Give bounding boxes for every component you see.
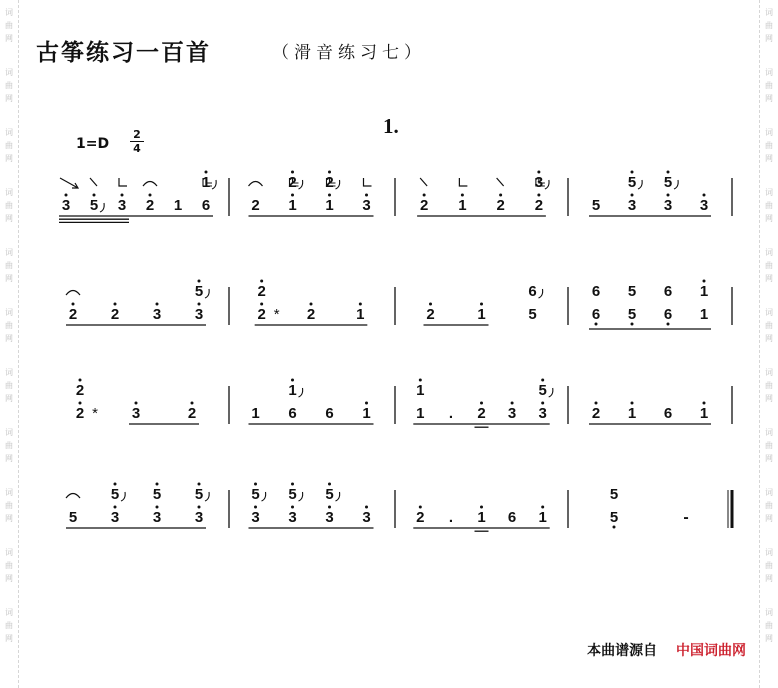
note-digit: 2	[419, 197, 429, 214]
octave-dot	[72, 303, 75, 306]
watermark-char: 曲	[5, 501, 13, 510]
watermark-char: 曲	[5, 441, 13, 450]
octave-dot	[328, 506, 331, 509]
watermark-char: 网	[5, 394, 13, 403]
watermark-char: 网	[5, 94, 13, 103]
note-digit: 6	[591, 306, 601, 323]
slide-mark	[545, 180, 549, 189]
watermark-char: 网	[5, 274, 13, 283]
octave-dot	[328, 194, 331, 197]
note-digit: 6	[325, 405, 334, 422]
watermark-char: 曲	[5, 81, 13, 90]
slide-mark	[262, 492, 266, 501]
watermark-char: 曲	[765, 21, 773, 30]
technique-arrow	[60, 178, 78, 188]
watermark-char: 词	[765, 368, 773, 377]
watermark-char: 曲	[765, 261, 773, 270]
watermark-char: 词	[765, 548, 773, 557]
octave-dot	[149, 194, 152, 197]
note-digit: 6	[663, 306, 673, 323]
upper-note-digit: 5	[663, 174, 673, 191]
octave-dot	[310, 303, 313, 306]
watermark-char: 词	[765, 8, 773, 17]
note-digit: 2	[251, 197, 260, 214]
octave-dot	[613, 526, 616, 529]
watermark-char: 曲	[765, 201, 773, 210]
watermark-char: 词	[5, 428, 13, 437]
watermark-char: 网	[765, 634, 773, 643]
watermark-char: 词	[5, 68, 13, 77]
technique-arc	[66, 291, 80, 296]
note-digit: 2	[477, 405, 486, 422]
octave-dot	[541, 506, 544, 509]
note-digit: 1	[325, 197, 334, 214]
watermark-char: 网	[5, 154, 13, 163]
octave-dot	[156, 483, 159, 486]
slide-mark	[638, 180, 642, 189]
key-signature: 1=D	[76, 136, 110, 152]
note-digit: 2	[534, 197, 544, 214]
watermark-char: 曲	[765, 321, 773, 330]
upper-note-digit: 5	[325, 486, 334, 503]
watermark-char: 网	[765, 94, 773, 103]
watermark-char: 曲	[765, 441, 773, 450]
technique-hook	[119, 178, 127, 186]
note-digit: .	[448, 405, 453, 422]
upper-note-digit: 5	[609, 486, 619, 503]
octave-dot	[423, 194, 426, 197]
upper-note-digit: 5	[627, 174, 637, 191]
note-digit: 2	[110, 306, 120, 323]
piece-number: 1.	[383, 114, 399, 138]
watermark-char: 词	[765, 308, 773, 317]
octave-dot	[537, 171, 540, 174]
technique-hook	[459, 178, 467, 186]
octave-dot	[114, 506, 117, 509]
octave-dot	[328, 483, 331, 486]
note-digit: 3	[663, 197, 673, 214]
note-digit: 3	[131, 405, 141, 422]
watermark-char: 网	[5, 574, 13, 583]
watermark-char: 曲	[5, 261, 13, 270]
note-digit: 5	[68, 509, 78, 526]
upper-note-digit: 5	[251, 486, 260, 503]
watermark-char: 曲	[765, 501, 773, 510]
octave-dot	[541, 379, 544, 382]
octave-dot	[135, 402, 138, 405]
note-digit: 3	[152, 509, 162, 526]
octave-dot	[191, 402, 194, 405]
slide-mark	[299, 492, 303, 501]
footer-credit	[587, 640, 746, 660]
octave-dot	[198, 483, 201, 486]
octave-dot	[156, 303, 159, 306]
watermark-char: 词	[765, 188, 773, 197]
octave-dot	[419, 379, 422, 382]
watermark-char: 曲	[5, 141, 13, 150]
octave-dot	[703, 402, 706, 405]
watermark-char: 词	[765, 248, 773, 257]
note-digit: 3	[362, 197, 371, 214]
upper-note-digit: 5	[288, 486, 297, 503]
octave-dot	[461, 194, 464, 197]
watermark-char: 词	[765, 428, 773, 437]
octave-dot	[359, 303, 362, 306]
octave-dot	[429, 303, 432, 306]
note-digit: 5	[591, 197, 601, 214]
slide-mark	[299, 180, 303, 189]
upper-note-digit: 5	[194, 486, 204, 503]
watermark-char: 词	[5, 128, 13, 137]
watermark-char: 词	[5, 8, 13, 17]
octave-dot	[198, 506, 201, 509]
slide-mark	[336, 180, 340, 189]
octave-dot	[79, 379, 82, 382]
note-digit: 3	[288, 509, 297, 526]
page-title: 古筝练习一百首	[36, 40, 211, 66]
octave-dot	[114, 483, 117, 486]
octave-dot	[631, 323, 634, 326]
note-digit: 2	[591, 405, 601, 422]
watermark-char: 曲	[765, 81, 773, 90]
octave-dot	[365, 194, 368, 197]
note-digit: 2	[75, 405, 85, 422]
octave-dot	[541, 402, 544, 405]
technique-tick	[497, 178, 504, 186]
watermark-char: 词	[765, 68, 773, 77]
upper-note-digit: 5	[627, 283, 637, 300]
watermark-char: 词	[5, 188, 13, 197]
note-digit: 2	[68, 306, 78, 323]
octave-dot	[480, 303, 483, 306]
watermark-char: 网	[765, 34, 773, 43]
octave-dot	[291, 483, 294, 486]
note-digit: 6	[201, 197, 211, 214]
octave-dot	[328, 171, 331, 174]
upper-note-digit: 2	[75, 382, 85, 399]
watermark-char: 网	[765, 454, 773, 463]
note-digit: 2	[145, 197, 155, 214]
note-suffix: *	[273, 306, 280, 323]
slide-mark	[336, 492, 340, 501]
note-digit: 1	[477, 306, 486, 323]
technique-arc	[249, 182, 263, 187]
watermark-char: 词	[5, 308, 13, 317]
watermark-char: 曲	[765, 621, 773, 630]
note-digit: 1	[477, 509, 486, 526]
time-signature-top: 2	[130, 128, 144, 142]
watermark-char: 网	[765, 514, 773, 523]
octave-dot	[537, 194, 540, 197]
note-digit: 2	[306, 306, 316, 323]
note-digit: 1	[416, 405, 425, 422]
note-digit: 3	[627, 197, 637, 214]
octave-dot	[499, 194, 502, 197]
note-digit: 3	[251, 509, 260, 526]
note-digit: 2	[426, 306, 435, 323]
note-digit: 1	[362, 405, 371, 422]
watermark-char: 词	[5, 248, 13, 257]
octave-dot	[93, 194, 96, 197]
note-digit: 2	[416, 509, 425, 526]
note-digit: 6	[663, 405, 673, 422]
technique-arc	[143, 182, 157, 187]
note-digit: 1	[251, 405, 260, 422]
watermark-char: 曲	[765, 381, 773, 390]
octave-dot	[595, 323, 598, 326]
page-subtitle: （滑音练习七）	[272, 43, 426, 63]
octave-dot	[254, 506, 257, 509]
note-digit: 5	[89, 197, 99, 214]
watermark-char: 词	[5, 368, 13, 377]
upper-note-digit: 3	[534, 174, 544, 191]
octave-dot	[667, 323, 670, 326]
octave-dot	[365, 402, 368, 405]
slide-mark	[549, 388, 553, 397]
octave-dot	[254, 483, 257, 486]
octave-dot	[114, 303, 117, 306]
watermark-char: 网	[765, 274, 773, 283]
octave-dot	[667, 171, 670, 174]
upper-note-digit: 1	[699, 283, 709, 300]
technique-tick	[90, 178, 97, 186]
watermark-char: 曲	[5, 321, 13, 330]
octave-dot	[703, 280, 706, 283]
watermark-char: 网	[5, 334, 13, 343]
octave-dot	[79, 402, 82, 405]
octave-dot	[291, 171, 294, 174]
octave-dot	[198, 280, 201, 283]
watermark-char: 网	[765, 214, 773, 223]
watermark-char: 网	[765, 154, 773, 163]
octave-dot	[291, 506, 294, 509]
note-digit: 6	[507, 509, 517, 526]
octave-dot	[511, 402, 514, 405]
note-digit: 1	[627, 405, 637, 422]
octave-dot	[631, 402, 634, 405]
note-digit: 3	[325, 509, 334, 526]
octave-dot	[260, 303, 263, 306]
octave-dot	[419, 506, 422, 509]
note-digit: 3	[152, 306, 162, 323]
note-digit: 1	[699, 405, 709, 422]
octave-dot	[65, 194, 68, 197]
octave-dot	[365, 506, 368, 509]
slide-mark	[100, 203, 104, 212]
note-digit: 3	[110, 509, 120, 526]
watermark-char: 网	[765, 334, 773, 343]
watermark-char: 词	[765, 608, 773, 617]
note-digit: 2	[257, 306, 266, 323]
octave-dot	[198, 303, 201, 306]
upper-note-digit: 2	[257, 283, 266, 300]
note-digit: 2	[187, 405, 197, 422]
upper-note-digit: 5	[538, 382, 547, 399]
watermark-char: 网	[765, 574, 773, 583]
watermark-char: 曲	[5, 21, 13, 30]
note-digit: 3	[61, 197, 71, 214]
upper-note-digit: 2	[325, 174, 334, 191]
watermark-char: 曲	[5, 381, 13, 390]
slide-mark	[212, 180, 216, 189]
note-digit: 2	[496, 197, 505, 214]
upper-note-digit: 5	[110, 486, 120, 503]
upper-note-digit: 2	[288, 174, 297, 191]
note-digit: 5	[627, 306, 637, 323]
note-digit: -	[683, 509, 689, 526]
watermark-char: 词	[765, 488, 773, 497]
octave-dot	[667, 194, 670, 197]
watermark-char: 网	[5, 454, 13, 463]
octave-dot	[631, 194, 634, 197]
note-digit: 1	[173, 197, 183, 214]
octave-dot	[260, 280, 263, 283]
upper-note-digit: 1	[201, 174, 211, 191]
octave-dot	[595, 402, 598, 405]
octave-dot	[291, 194, 294, 197]
watermark-char: 曲	[5, 201, 13, 210]
note-digit: 1	[458, 197, 467, 214]
note-digit: 5	[609, 509, 619, 526]
octave-dot	[703, 194, 706, 197]
slide-mark	[674, 180, 678, 189]
upper-note-digit: 6	[663, 283, 673, 300]
note-digit: 3	[538, 405, 547, 422]
watermark-char: 词	[5, 548, 13, 557]
slide-mark	[205, 289, 209, 298]
note-digit: 1	[699, 306, 709, 323]
upper-note-digit: 5	[194, 283, 204, 300]
watermark-char: 曲	[5, 621, 13, 630]
note-digit: 3	[194, 306, 204, 323]
technique-arc	[66, 494, 80, 499]
time-signature-bottom: 4	[133, 142, 141, 155]
note-digit: 6	[288, 405, 297, 422]
watermark-char: 曲	[765, 141, 773, 150]
watermark-char: 网	[765, 394, 773, 403]
note-digit: 1	[538, 509, 547, 526]
watermark-char: 网	[5, 34, 13, 43]
note-digit: 3	[117, 197, 127, 214]
technique-hook	[364, 178, 372, 186]
octave-dot	[480, 506, 483, 509]
upper-note-digit: 6	[591, 283, 601, 300]
slide-mark	[121, 492, 125, 501]
upper-note-digit: 1	[416, 382, 425, 399]
octave-dot	[291, 379, 294, 382]
note-digit: 1	[356, 306, 365, 323]
upper-note-digit: 5	[152, 486, 162, 503]
footer-site-name[interactable]: 中国词曲网	[676, 643, 746, 659]
slide-mark	[205, 492, 209, 501]
note-digit: 3	[699, 197, 709, 214]
watermark-char: 网	[5, 514, 13, 523]
watermark-char: 网	[5, 214, 13, 223]
octave-dot	[156, 506, 159, 509]
watermark-char: 词	[5, 608, 13, 617]
watermark-char: 曲	[5, 561, 13, 570]
slide-mark	[299, 388, 303, 397]
note-digit: .	[448, 509, 453, 526]
octave-dot	[205, 171, 208, 174]
watermark-char: 网	[5, 634, 13, 643]
note-digit: 3	[194, 509, 204, 526]
octave-dot	[121, 194, 124, 197]
octave-dot	[480, 402, 483, 405]
note-digit: 1	[288, 197, 297, 214]
note-suffix: *	[92, 405, 98, 422]
slide-mark	[539, 289, 543, 298]
upper-note-digit: 1	[288, 382, 297, 399]
note-digit: 3	[507, 405, 517, 422]
note-digit: 3	[362, 509, 371, 526]
octave-dot	[631, 171, 634, 174]
footer-source-label: 本曲谱源自	[587, 643, 658, 659]
note-digit: 5	[528, 306, 537, 323]
watermark-char: 词	[5, 488, 13, 497]
watermark-char: 曲	[765, 561, 773, 570]
technique-tick	[420, 178, 427, 186]
upper-note-digit: 6	[528, 283, 537, 300]
watermark-char: 词	[765, 128, 773, 137]
